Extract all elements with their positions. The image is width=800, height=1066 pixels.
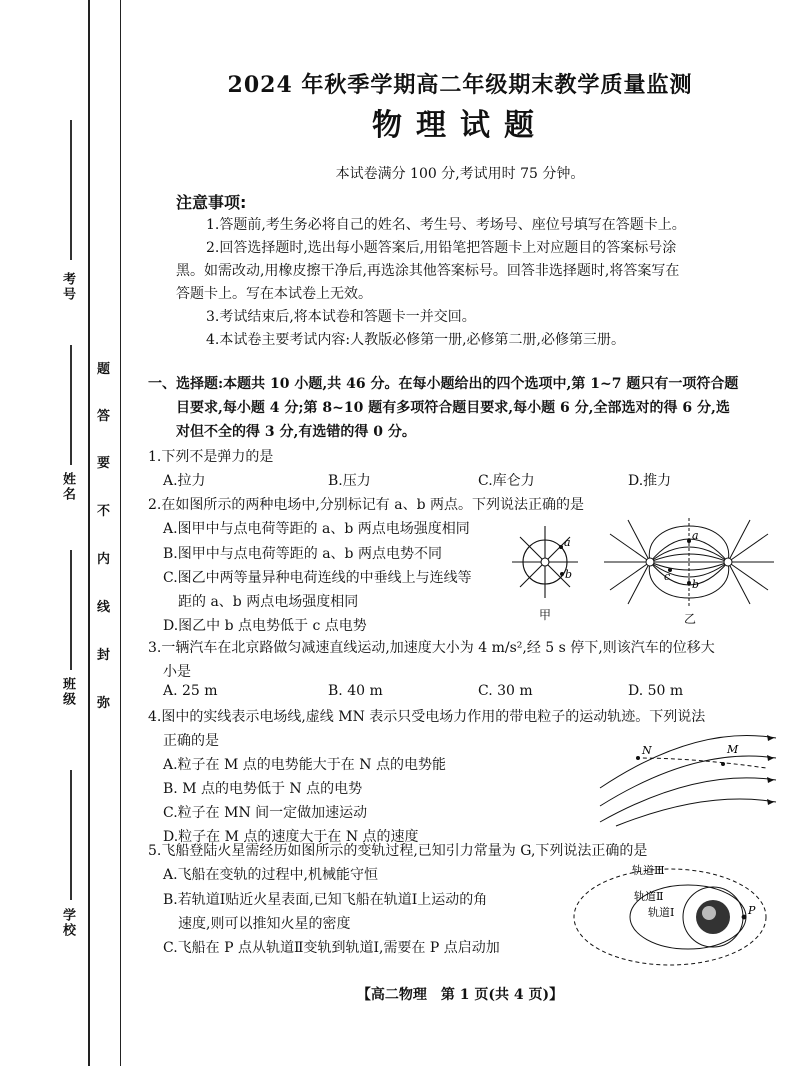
q1-option-c: C.库仑力: [478, 473, 535, 489]
class-label: 班级: [60, 677, 75, 707]
seal-char: 不: [97, 504, 111, 519]
exam-no-blank: [70, 120, 72, 260]
seal-char: 线: [97, 600, 111, 615]
q4-option-c: C.粒子在 MN 间一定做加速运动: [163, 805, 368, 821]
name-label: 姓名: [60, 472, 75, 502]
q2-figure-a-caption: 甲: [539, 608, 552, 622]
seal-char: 封: [97, 648, 111, 663]
q1-option-a: A.拉力: [163, 473, 206, 489]
q3-option-a: A. 25 m: [163, 683, 218, 699]
seal-char: 题: [97, 362, 111, 377]
q2-point-b-label: b: [565, 568, 573, 581]
q2-figure-b-caption: 乙: [684, 612, 697, 626]
q3-stem: 3.一辆汽车在北京路做匀减速直线运动,加速度大小为 4 m/s²,经 5 s 停下,则该汽车的位移大: [148, 640, 715, 656]
q5-stem: 5.飞船登陆火星需经历如图所示的变轨过程,已知引力常量为 G,下列说法正确的是: [148, 843, 648, 859]
q4-option-d: D.粒子在 M 点的速度大于在 N 点的速度: [163, 829, 419, 845]
q2-option-c: C.图乙中两等量异种电荷连线的中垂线上与连线等: [163, 570, 472, 586]
q4-point-n-label: N: [642, 744, 652, 757]
section-intro: 目要求,每小题 4 分;第 8~10 题有多项符合题目要求,每小题 6 分,全部选对的得 6 分,选: [176, 400, 730, 416]
q5-option-c: C.飞船在 P 点从轨道Ⅱ变轨到轨道Ⅰ,需要在 P 点启动加: [163, 940, 500, 956]
q5-orbit2-label: 轨道Ⅱ: [634, 890, 664, 903]
q5-option-a: A.飞船在变轨的过程中,机械能守恒: [163, 867, 379, 883]
section-intro: 对但不全的得 3 分,有选错的得 0 分。: [176, 424, 416, 440]
q4-figure: [596, 728, 780, 828]
subject-title: 物理试题: [372, 108, 548, 143]
q4-stem: 4.图中的实线表示电场线,虚线 MN 表示只受电场力作用的带电粒子的运动轨迹。下列说法: [148, 709, 706, 725]
seal-char: 要: [97, 456, 111, 471]
page-footer: 【高二物理 第 1 页(共 4 页)】: [356, 987, 564, 1003]
binding-line-outer: [88, 0, 90, 1066]
q3-option-b: B. 40 m: [328, 683, 383, 699]
q1-stem: 1.下列不是弹力的是: [148, 449, 274, 465]
q1-option-d: D.推力: [628, 473, 672, 489]
seal-char: 弥: [97, 696, 111, 711]
notice-item: 3.考试结束后,将本试卷和答题卡一并交回。: [206, 309, 476, 325]
q4-option-a: A.粒子在 M 点的电势能大于在 N 点的电势能: [163, 757, 446, 773]
q5-point-p-label: P: [748, 904, 756, 917]
q4-point-m-label: M: [727, 743, 739, 756]
class-blank: [70, 550, 72, 670]
exam-no-label: 考号: [60, 272, 75, 302]
q2-option-c-cont: 距的 a、b 两点电场强度相同: [178, 594, 359, 610]
q2-option-d: D.图乙中 b 点电势低于 c 点电势: [163, 618, 367, 634]
exam-title: 2024 年秋季学期高二年级期末教学质量监测: [227, 72, 693, 98]
q4-stem-cont: 正确的是: [163, 733, 219, 749]
q5-option-b: B.若轨道Ⅰ贴近火星表面,已知飞船在轨道Ⅰ上运动的角: [163, 892, 488, 908]
q2-stem: 2.在如图所示的两种电场中,分别标记有 a、b 两点。下列说法正确的是: [148, 497, 585, 513]
seal-char: 答: [97, 409, 111, 424]
q4-option-b: B. M 点的电势低于 N 点的电势: [163, 781, 363, 797]
score-info: 本试卷满分 100 分,考试用时 75 分钟。: [335, 166, 585, 182]
q3-option-c: C. 30 m: [478, 683, 533, 699]
school-label: 学校: [60, 908, 75, 938]
q5-option-b-cont: 速度,则可以推知火星的密度: [178, 916, 351, 932]
seal-char: 内: [97, 552, 111, 567]
q1-option-b: B.压力: [328, 473, 371, 489]
notice-item: 黑。如需改动,用橡皮擦干净后,再选涂其他答案标号。回答非选择题时,将答案写在: [176, 263, 680, 279]
q5-orbit1-label: 轨道Ⅰ: [648, 906, 675, 919]
q2-point-a-label: a: [564, 536, 571, 549]
notice-item: 答题卡上。写在本试卷上无效。: [176, 286, 372, 302]
binding-line-inner: [120, 0, 121, 1066]
notice-item: 1.答题前,考生务必将自己的姓名、考生号、考场号、座位号填写在答题卡上。: [206, 217, 686, 233]
notice-item: 4.本试卷主要考试内容:人教版必修第一册,必修第二册,必修第三册。: [206, 332, 625, 348]
q3-option-d: D. 50 m: [628, 683, 684, 699]
q2-fig-b-point-c-label: c: [664, 570, 671, 583]
q2-option-b: B.图甲中与点电荷等距的 a、b 两点电势不同: [163, 546, 442, 562]
name-blank: [70, 345, 72, 465]
q2-option-a: A.图甲中与点电荷等距的 a、b 两点电场强度相同: [163, 521, 470, 537]
q2-fig-b-point-b-label: b: [692, 578, 700, 591]
notice-item: 2.回答选择题时,选出每小题答案后,用铅笔把答题卡上对应题目的答案标号涂: [206, 240, 677, 256]
q2-figure-a: [510, 522, 580, 602]
q2-fig-b-point-a-label: a: [692, 529, 699, 542]
section-intro: 一、选择题:本题共 10 小题,共 46 分。在每小题给出的四个选项中,第 1~7 题只有一项符合题: [148, 376, 739, 392]
q2-figure-b: [600, 514, 778, 610]
q5-orbit3-label: 轨道Ⅲ: [632, 864, 665, 877]
school-blank: [70, 770, 72, 900]
notice-heading: 注意事项:: [176, 193, 247, 212]
q5-figure: [560, 862, 770, 970]
q3-stem-cont: 小是: [163, 664, 191, 680]
